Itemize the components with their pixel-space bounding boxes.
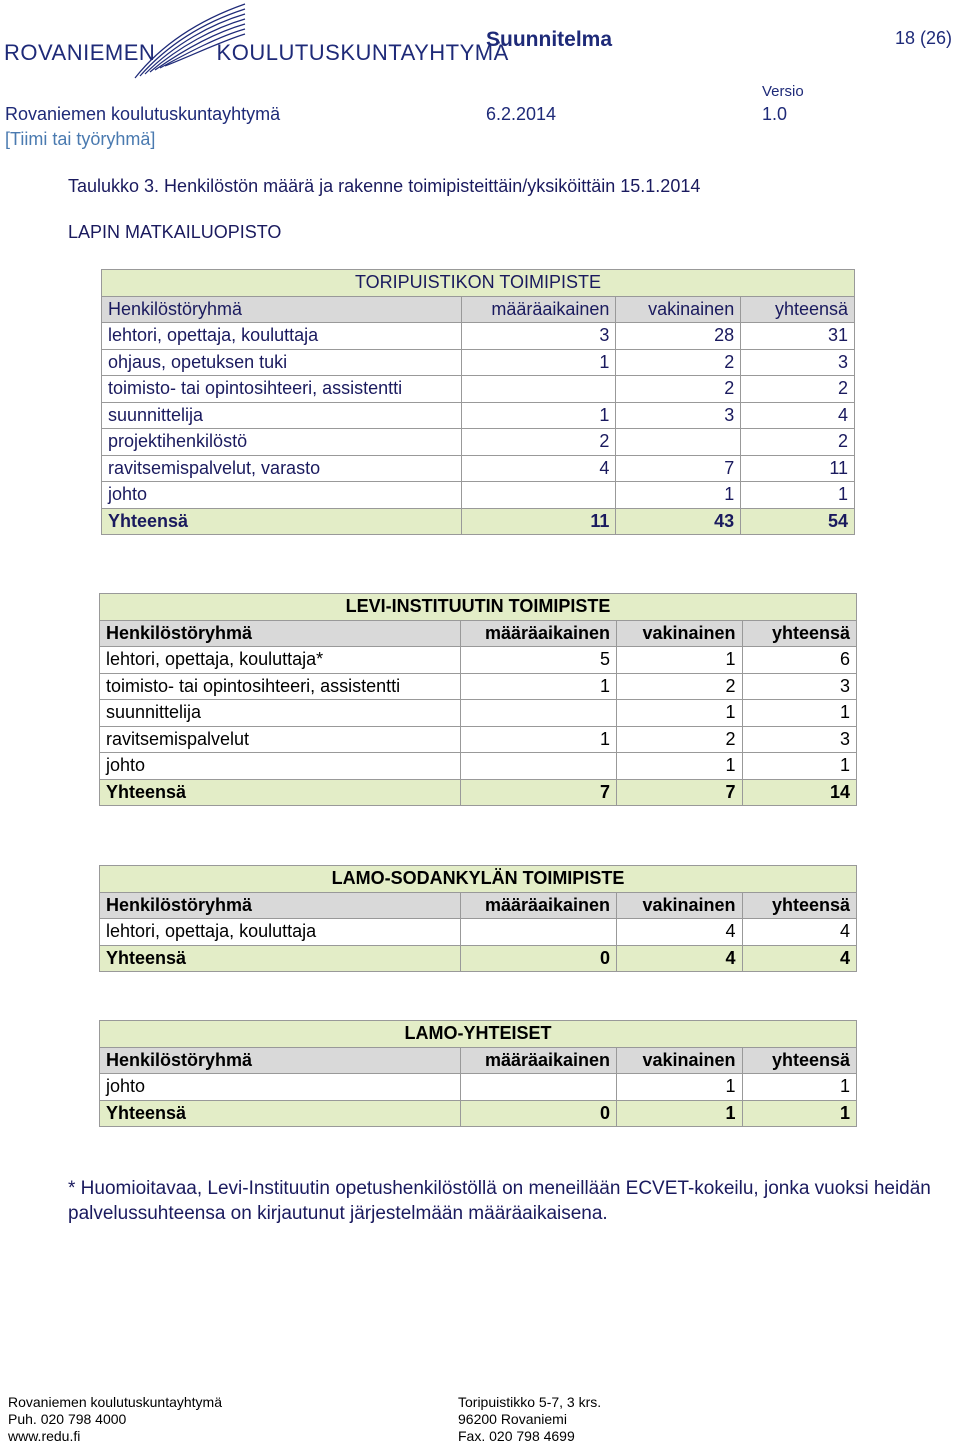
table-row [100, 673, 857, 700]
table-cell: 1 [461, 726, 617, 753]
table-cell [616, 429, 741, 456]
table-cell: lehtori, opettaja, kouluttaja* [100, 647, 461, 674]
table-cell: 1 [742, 1074, 856, 1101]
table-cell: 1 [461, 349, 616, 376]
table-cell: lehtori, opettaja, kouluttaja [100, 919, 461, 946]
table-cell: 2 [616, 349, 741, 376]
footnote: * Huomioitavaa, Levi-Instituutin opetushenkilöstöllä on meneillään ECVET-kokeilu, jonka vuoksi heidän palvelussuhteensa on kirjautunut järjestelmään määräaikaisena. [68, 1178, 931, 1224]
table-cell: 1 [617, 1100, 742, 1127]
table-total-row [100, 779, 857, 806]
table-title: LAMO-YHTEISET [100, 1021, 857, 1048]
table-toripuistikko [101, 269, 855, 535]
footer-org: Rovaniemen koulutuskuntayhtymä [8, 1394, 223, 1410]
table-cell: 1 [741, 482, 855, 509]
table-cell: 2 [617, 673, 742, 700]
column-header: Henkilöstöryhmä [100, 892, 461, 919]
column-header: yhteensä [742, 892, 856, 919]
table-row [100, 647, 857, 674]
table-cell: 6 [742, 647, 856, 674]
table-header-row [100, 620, 857, 647]
table-total-row [100, 945, 857, 972]
version-label: Versio [762, 83, 804, 100]
logo-text [4, 40, 509, 66]
table-row [100, 700, 857, 727]
table-cell: suunnittelija [102, 402, 462, 429]
table-cell: 7 [461, 779, 617, 806]
table-cell: Yhteensä [100, 945, 461, 972]
table-cell: Yhteensä [100, 779, 461, 806]
team-placeholder: [Tiimi tai työryhmä] [5, 129, 156, 149]
page-number: 18 (26) [895, 28, 953, 48]
table-cell: 2 [461, 429, 616, 456]
table-cell: lehtori, opettaja, kouluttaja [102, 323, 462, 350]
organization-name: Rovaniemen koulutuskuntayhtymä [5, 104, 281, 124]
table-cell: 1 [461, 673, 617, 700]
table-cell: 1 [617, 647, 742, 674]
table-cell: Yhteensä [100, 1100, 461, 1127]
table-cell: 4 [461, 455, 616, 482]
table-title: LAMO-SODANKYLÄN TOIMIPISTE [100, 866, 857, 893]
table-row [102, 455, 855, 482]
table-cell: 3 [741, 349, 855, 376]
table-cell: 43 [616, 508, 741, 535]
table-cell: 7 [616, 455, 741, 482]
column-header: määräaikainen [461, 1047, 617, 1074]
table-cell: 0 [461, 945, 617, 972]
table-row [102, 376, 855, 403]
table-cell: 4 [742, 919, 856, 946]
column-header: Henkilöstöryhmä [102, 296, 462, 323]
table-cell: 1 [616, 482, 741, 509]
table-cell: 11 [461, 508, 616, 535]
table-lamo-sodankyla [99, 865, 857, 972]
table-row [100, 753, 857, 780]
table-cell: 14 [742, 779, 856, 806]
table-cell: 4 [742, 945, 856, 972]
table-cell: 1 [461, 402, 616, 429]
table-header-row [102, 296, 855, 323]
table-cell [461, 700, 617, 727]
logo-text-left: ROVANIEMEN [4, 40, 156, 65]
table-cell: toimisto- tai opintosihteeri, assistentti [102, 376, 462, 403]
table-cell: 4 [741, 402, 855, 429]
footer-fax: Fax. 020 798 4699 [458, 1428, 575, 1444]
column-header: Henkilöstöryhmä [100, 1047, 461, 1074]
column-header: vakinainen [617, 1047, 742, 1074]
table-cell: 4 [617, 945, 742, 972]
table-cell: 3 [742, 726, 856, 753]
table-cell: 31 [741, 323, 855, 350]
table-cell [461, 482, 616, 509]
table-cell [461, 753, 617, 780]
table-row [102, 429, 855, 456]
table-total-row [102, 508, 855, 535]
table-cell: 7 [617, 779, 742, 806]
table-cell [461, 919, 617, 946]
table-row [102, 402, 855, 429]
document-date: 6.2.2014 [486, 104, 557, 124]
table-cell: 1 [742, 753, 856, 780]
table-cell: toimisto- tai opintosihteeri, assistentti [100, 673, 461, 700]
table-row [102, 323, 855, 350]
table-cell: 2 [616, 376, 741, 403]
column-header: määräaikainen [461, 296, 616, 323]
column-header: vakinainen [617, 892, 742, 919]
footer-address: Toripuistikko 5-7, 3 krs. [458, 1394, 602, 1410]
table-cell [461, 376, 616, 403]
table-header-row [100, 1047, 857, 1074]
table-header-row [100, 892, 857, 919]
footer-right [458, 1394, 601, 1445]
column-header: vakinainen [616, 296, 741, 323]
footer-postal: 96200 Rovaniemi [458, 1411, 567, 1427]
table-cell: 54 [741, 508, 855, 535]
table-cell [461, 1074, 617, 1101]
column-header: Henkilöstöryhmä [100, 620, 461, 647]
table-cell: 5 [461, 647, 617, 674]
table-cell: 1 [742, 1100, 856, 1127]
table-cell: 1 [617, 700, 742, 727]
column-header: yhteensä [742, 1047, 856, 1074]
table-lamo-yhteiset [99, 1020, 857, 1127]
table-row [100, 726, 857, 753]
table-cell: johto [100, 753, 461, 780]
footer-website: www.redu.fi [8, 1428, 81, 1444]
logo-text-right: KOULUTUSKUNTAYHTYMÄ [216, 40, 509, 65]
version-number: 1.0 [762, 104, 788, 124]
column-header: määräaikainen [461, 892, 617, 919]
footer-left [8, 1394, 222, 1445]
table-cell: 2 [741, 429, 855, 456]
footer-phone: Puh. 020 798 4000 [8, 1411, 127, 1427]
table-cell: 2 [741, 376, 855, 403]
column-header: vakinainen [617, 620, 742, 647]
column-header: yhteensä [741, 296, 855, 323]
column-header: määräaikainen [461, 620, 617, 647]
table-cell: ravitsemispalvelut [100, 726, 461, 753]
table-cell: suunnittelija [100, 700, 461, 727]
table-cell: 1 [617, 1074, 742, 1101]
table-cell: johto [102, 482, 462, 509]
table-cell: 2 [617, 726, 742, 753]
table-levi [99, 593, 857, 806]
table-total-row [100, 1100, 857, 1127]
table-cell: 11 [741, 455, 855, 482]
table-cell: projektihenkilöstö [102, 429, 462, 456]
table-cell: 3 [742, 673, 856, 700]
table-cell: 28 [616, 323, 741, 350]
unit-heading: LAPIN MATKAILUOPISTO [68, 222, 282, 242]
table-cell: 1 [617, 753, 742, 780]
table-cell: ohjaus, opetuksen tuki [102, 349, 462, 376]
table-cell: 1 [742, 700, 856, 727]
table-row [100, 919, 857, 946]
table-row [102, 349, 855, 376]
column-header: yhteensä [742, 620, 856, 647]
table-row [102, 482, 855, 509]
table-cell: 0 [461, 1100, 617, 1127]
table-cell: johto [100, 1074, 461, 1101]
table-cell: 3 [461, 323, 616, 350]
table-cell: 4 [617, 919, 742, 946]
document-title: Suunnitelma [486, 28, 613, 51]
table-row [100, 1074, 857, 1101]
table-cell: 3 [616, 402, 741, 429]
table-cell: ravitsemispalvelut, varasto [102, 455, 462, 482]
table-caption: Taulukko 3. Henkilöstön määrä ja rakenne toimipisteittäin/yksiköittäin 15.1.2014 [68, 176, 701, 196]
table-title: TORIPUISTIKON TOIMIPISTE [102, 270, 855, 297]
table-cell: Yhteensä [102, 508, 462, 535]
table-title: LEVI-INSTITUUTIN TOIMIPISTE [100, 594, 857, 621]
